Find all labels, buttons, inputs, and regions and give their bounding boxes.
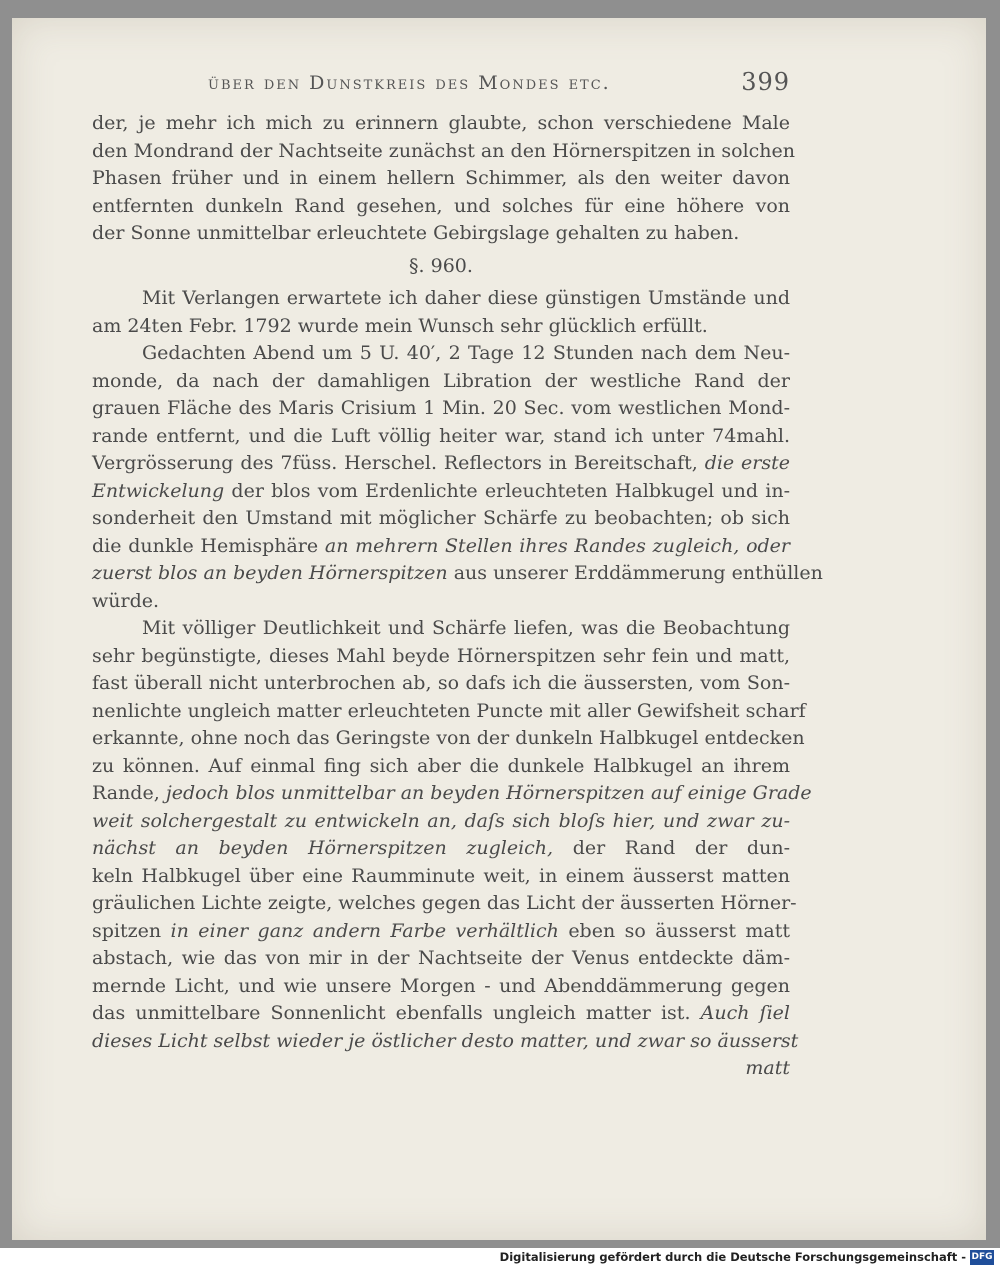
body-text [92, 110, 823, 1083]
text-segment: das unmittelbare Sonnenlicht ebenfalls ungleich matter ist. [92, 1002, 691, 1024]
italic-segment: Auch ſiel [700, 1002, 790, 1024]
catchword: matt [745, 1057, 790, 1079]
text-line: Gedachten Abend um 5 U. 40′, 2 Tage 12 Stunden nach dem Neu- [142, 342, 790, 364]
text-line: Mit völliger Deutlichkeit und Schärfe liefen, was die Beobachtung [142, 617, 790, 639]
text-line: am 24ten Febr. 1792 wurde mein Wunsch sehr glücklich erfüllt. [92, 314, 708, 337]
text-line: Mit Verlangen erwartete ich daher diese günstigen Umstände und [142, 287, 790, 309]
text-segment: der Rand der dun- [572, 837, 790, 859]
text-segment: spitzen [92, 919, 162, 942]
page-header [208, 68, 788, 102]
text-line: Phasen früher und in einem hellern Schimmer, als den weiter davon [92, 167, 790, 189]
text-segment: die dunkle Hemisphäre [92, 534, 319, 557]
text-line [92, 560, 823, 588]
text-segment: Vergrösserung des 7füss. Herschel. Reflectors in Bereitschaft, [92, 452, 698, 474]
text-segment: Rande, [92, 782, 160, 804]
text-line [92, 533, 790, 561]
italic-segment: Entwickelung [92, 479, 225, 502]
text-line: den Mondrand der Nachtseite zunächst an den Hörnerspitzen in solchen [92, 139, 795, 162]
funding-credit: Digitalisierung gefördert durch die Deutsche Forschungsgemeinschaft - [499, 1250, 966, 1264]
text-line [92, 450, 790, 478]
text-line: rande entfernt, und die Luft völlig heiter war, stand ich unter 74mahl. [92, 424, 790, 447]
running-head: über den Dunstkreis des Mondes etc. [208, 72, 611, 94]
italic-segment: nächst an beyden Hörnerspitzen zugleich, [92, 837, 554, 859]
text-line: nenlichte ungleich matter erleuchteten Puncte mit aller Gewifsheit scharf [92, 699, 806, 722]
text-line: erkannte, ohne noch das Geringste von der dunkeln Halbkugel entdecken [92, 727, 805, 749]
text-line: entfernten dunkeln Rand gesehen, und solches für eine höhere von [92, 194, 790, 217]
text-line: gräulichen Lichte zeigte, welches gegen das Licht der äusserten Hörner- [92, 892, 797, 914]
digitization-footer [0, 1248, 1000, 1268]
text-line: sonderheit den Umstand mit möglicher Schärfe zu beobachten; ob sich [92, 507, 790, 529]
text-line: sehr begünstigte, dieses Mahl beyde Hörnerspitzen sehr fein und matt, [92, 644, 790, 667]
text-segment: der blos vom Erdenlichte erleuchteten Halbkugel und in- [231, 479, 790, 502]
section-heading: §. 960. [409, 254, 473, 277]
text-line: grauen Fläche des Maris Crisium 1 Min. 20 Sec. vom westlichen Mond- [92, 397, 790, 419]
text-line: dieses Licht selbst wieder je östlicher desto matter, und zwar so äusserst [92, 1029, 799, 1052]
text-line: weit solchergestalt zu entwickeln an, daſs sich bloſs hier, und zwar zu- [92, 809, 790, 832]
text-segment: eben so äusserst matt [568, 919, 791, 942]
dfg-logo-icon: DFG [970, 1250, 994, 1265]
text-line: monde, da nach der damahligen Libration der westliche Rand der [92, 369, 790, 392]
italic-segment: in einer ganz andern Farbe verhältlich [170, 919, 559, 942]
text-line [92, 478, 790, 506]
text-line [92, 780, 812, 808]
text-line: würde. [92, 589, 160, 612]
text-line [92, 918, 790, 946]
italic-segment: jedoch blos unmittelbar an beyden Hörnerspitzen auf einige Grade [165, 782, 812, 804]
book-page [12, 18, 986, 1240]
text-line: der, je mehr ich mich zu erinnern glaubte, schon verschiedene Male [92, 112, 790, 134]
text-line: zu können. Auf einmal fing sich aber die dunkele Halbkugel an ihrem [92, 754, 790, 777]
text-line: der Sonne unmittelbar erleuchtete Gebirgslage gehalten zu haben. [92, 222, 740, 244]
text-line [92, 1000, 790, 1028]
text-line: abstach, wie das von mir in der Nachtseite der Venus entdeckte däm- [92, 947, 790, 969]
text-line: fast überall nicht unterbrochen ab, so dafs ich die äussersten, vom Son- [92, 672, 790, 694]
page-number: 399 [741, 68, 790, 96]
text-line: mernde Licht, und wie unsere Morgen - und Abenddämmerung gegen [92, 974, 790, 997]
text-line: keln Halbkugel über eine Raumminute weit, in einem äusserst matten [92, 864, 790, 887]
italic-segment: die erste [704, 452, 790, 474]
text-segment: aus unserer Erddämmerung enthüllen [453, 562, 823, 584]
text-line [92, 835, 790, 863]
italic-segment: zuerst blos an beyden Hörnerspitzen [92, 562, 448, 584]
italic-segment: an mehrern Stellen ihres Randes zugleich, oder [324, 534, 791, 557]
